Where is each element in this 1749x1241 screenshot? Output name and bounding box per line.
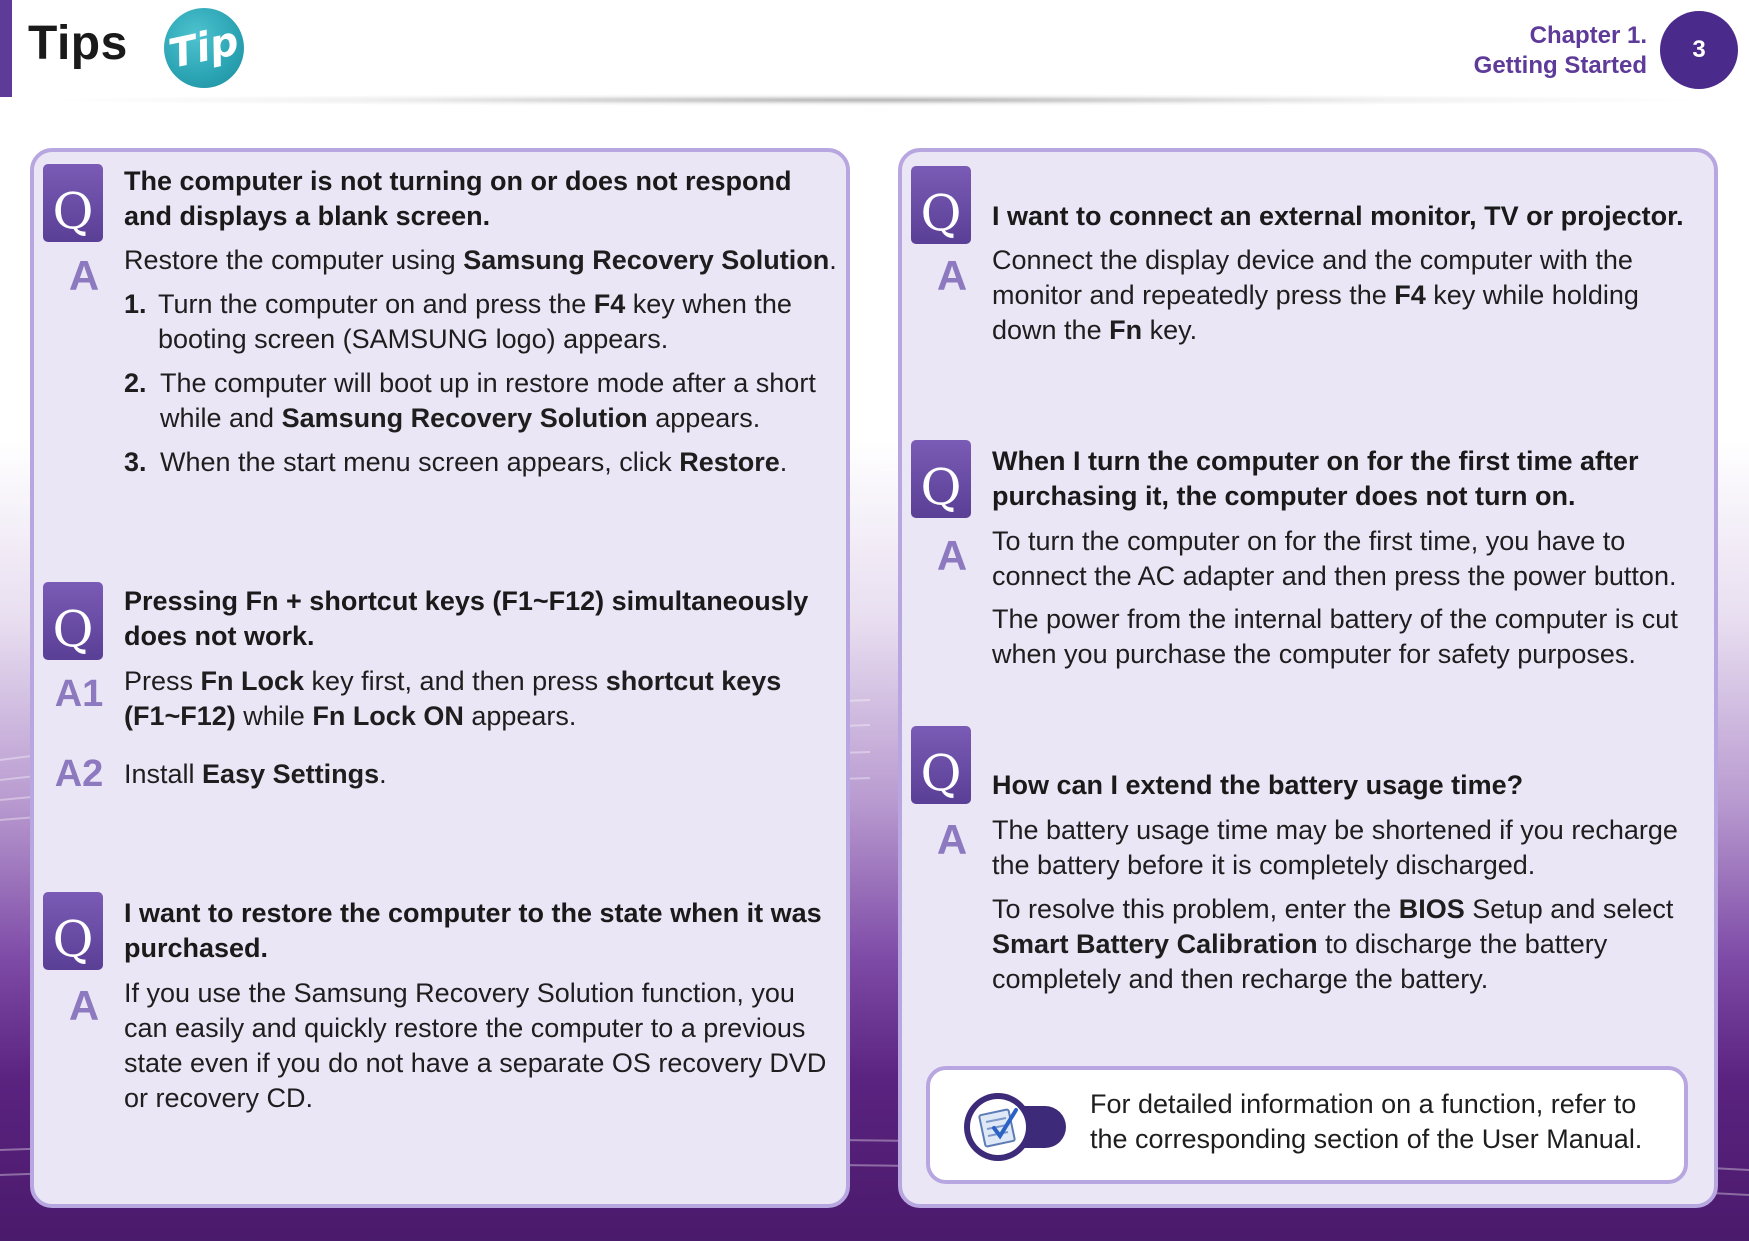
text: monitor and repeatedly press the	[992, 280, 1395, 310]
bold-text: Smart Battery Calibration	[992, 929, 1318, 959]
bold-text: (F1~F12)	[124, 701, 236, 731]
answer-2-text	[124, 757, 387, 792]
question-icon: Q	[43, 892, 103, 970]
text: appears.	[463, 701, 577, 731]
answer-line: The power from the internal battery of the computer is cut	[992, 604, 1678, 634]
question-line: purchased.	[124, 933, 269, 963]
answer-line: or recovery CD.	[124, 1083, 314, 1113]
answer-paragraph-2	[992, 602, 1678, 672]
tip-badge-icon	[164, 8, 244, 88]
answer-label: A	[68, 982, 100, 1029]
bold-text: Samsung Recovery Solution	[281, 403, 648, 433]
question-title	[992, 444, 1639, 514]
bold-text: BIOS	[1398, 894, 1465, 924]
text: Restore the computer using	[124, 245, 464, 275]
text: .	[829, 245, 837, 275]
question-line: When I turn the computer on for the first time after	[992, 446, 1639, 476]
question-line: does not work.	[124, 621, 315, 651]
question-line: Pressing Fn + shortcut keys (F1~F12) simultaneously	[124, 586, 809, 616]
step-number: 2.	[124, 368, 147, 398]
answer-text	[124, 976, 826, 1116]
note-line: the corresponding section of the User Manual.	[1090, 1124, 1643, 1154]
text: to discharge the battery	[1317, 929, 1608, 959]
text: Connect the display device and the computer with the	[992, 245, 1633, 275]
bold-text: F4	[593, 289, 626, 319]
text: To resolve this problem, enter the	[992, 894, 1399, 924]
text: .	[779, 447, 788, 477]
tip-badge-label: Tip	[165, 18, 243, 78]
question-icon: Q	[43, 164, 103, 242]
answer-1-text	[124, 664, 781, 734]
text: down the	[992, 315, 1110, 345]
question-line: The computer is not turning on or does not respond	[124, 166, 792, 196]
note-line: For detailed information on a function, refer to	[1090, 1089, 1637, 1119]
question-icon: Q	[911, 440, 971, 518]
text: Setup and select	[1464, 894, 1674, 924]
text: The computer will boot up in restore mode after a short	[160, 368, 816, 398]
answer-line: state even if you do not have a separate OS recovery DVD	[124, 1048, 827, 1078]
text: while	[235, 701, 313, 731]
question-title: I want to connect an external monitor, TV or projector.	[992, 201, 1684, 231]
step-text	[158, 287, 792, 357]
answer-label: A	[936, 532, 968, 579]
answer-line: connect the AC adapter and then press the power button.	[992, 561, 1677, 591]
text: key when the	[625, 289, 792, 319]
answer-label-1: A1	[54, 673, 104, 715]
answer-text	[992, 243, 1639, 348]
bold-text: Easy Settings	[202, 759, 380, 789]
answer-intro	[124, 243, 837, 278]
text: key while holding	[1425, 280, 1639, 310]
text: while and	[160, 403, 282, 433]
chapter-number: Chapter 1.	[1529, 22, 1647, 49]
question-icon: Q	[43, 582, 103, 660]
question-title	[124, 896, 822, 966]
header-accent-bar	[0, 0, 12, 97]
page-number-badge: 3	[1660, 11, 1738, 89]
step-text	[160, 445, 787, 480]
reference-note-text	[1090, 1087, 1642, 1157]
answer-label-2: A2	[54, 753, 104, 795]
answer-line: If you use the Samsung Recovery Solution function, you	[124, 978, 795, 1008]
notepad-check-icon	[960, 1092, 1070, 1162]
question-title	[124, 584, 808, 654]
question-icon: Q	[911, 726, 971, 804]
text: Turn the computer on and press the	[158, 289, 594, 319]
bold-text: shortcut keys	[605, 666, 782, 696]
question-icon: Q	[911, 166, 971, 244]
text: key first, and then press	[304, 666, 606, 696]
text: appears.	[647, 403, 761, 433]
text: key.	[1142, 315, 1198, 345]
step-text	[160, 366, 816, 436]
text: Install	[124, 759, 203, 789]
question-title: How can I extend the battery usage time?	[992, 770, 1524, 800]
answer-paragraph-1	[992, 813, 1678, 883]
answer-label: A	[936, 252, 968, 299]
answer-paragraph-1	[992, 524, 1676, 594]
page-title: Tips	[28, 17, 128, 70]
step-number: 3.	[124, 447, 147, 477]
question-line: purchasing it, the computer does not turn on.	[992, 481, 1576, 511]
text: When the start menu screen appears, click	[160, 447, 680, 477]
bold-text: Fn Lock	[200, 666, 305, 696]
bold-text: Restore	[679, 447, 780, 477]
text: Press	[124, 666, 201, 696]
bold-text: Samsung Recovery Solution	[463, 245, 830, 275]
text: booting screen (SAMSUNG logo) appears.	[158, 324, 669, 354]
question-title	[124, 164, 792, 234]
answer-label: A	[68, 252, 100, 299]
bold-text: Fn Lock ON	[312, 701, 464, 731]
bold-text: F4	[1394, 280, 1426, 310]
chapter-title: Getting Started	[1473, 52, 1647, 79]
bold-text: Fn	[1109, 315, 1143, 345]
reference-note-box	[926, 1066, 1688, 1184]
answer-line: can easily and quickly restore the computer to a previous	[124, 1013, 806, 1043]
answer-label: A	[936, 816, 968, 863]
header-shadow	[60, 94, 1690, 106]
question-line: and displays a blank screen.	[124, 201, 491, 231]
answer-line: the battery before it is completely discharged.	[992, 850, 1536, 880]
answer-line: The battery usage time may be shortened if you recharge	[992, 815, 1678, 845]
answer-line: To turn the computer on for the first time, you have to	[992, 526, 1626, 556]
step-2	[124, 366, 844, 436]
text: .	[379, 759, 387, 789]
text: completely and then recharge the battery.	[992, 964, 1489, 994]
answer-line: when you purchase the computer for safety purposes.	[992, 639, 1636, 669]
answer-paragraph-2	[992, 892, 1673, 997]
step-number: 1.	[124, 289, 147, 319]
chapter-heading	[1474, 21, 1647, 81]
question-line: I want to restore the computer to the state when it was	[124, 898, 822, 928]
step-3	[124, 445, 844, 480]
step-1	[124, 287, 844, 357]
